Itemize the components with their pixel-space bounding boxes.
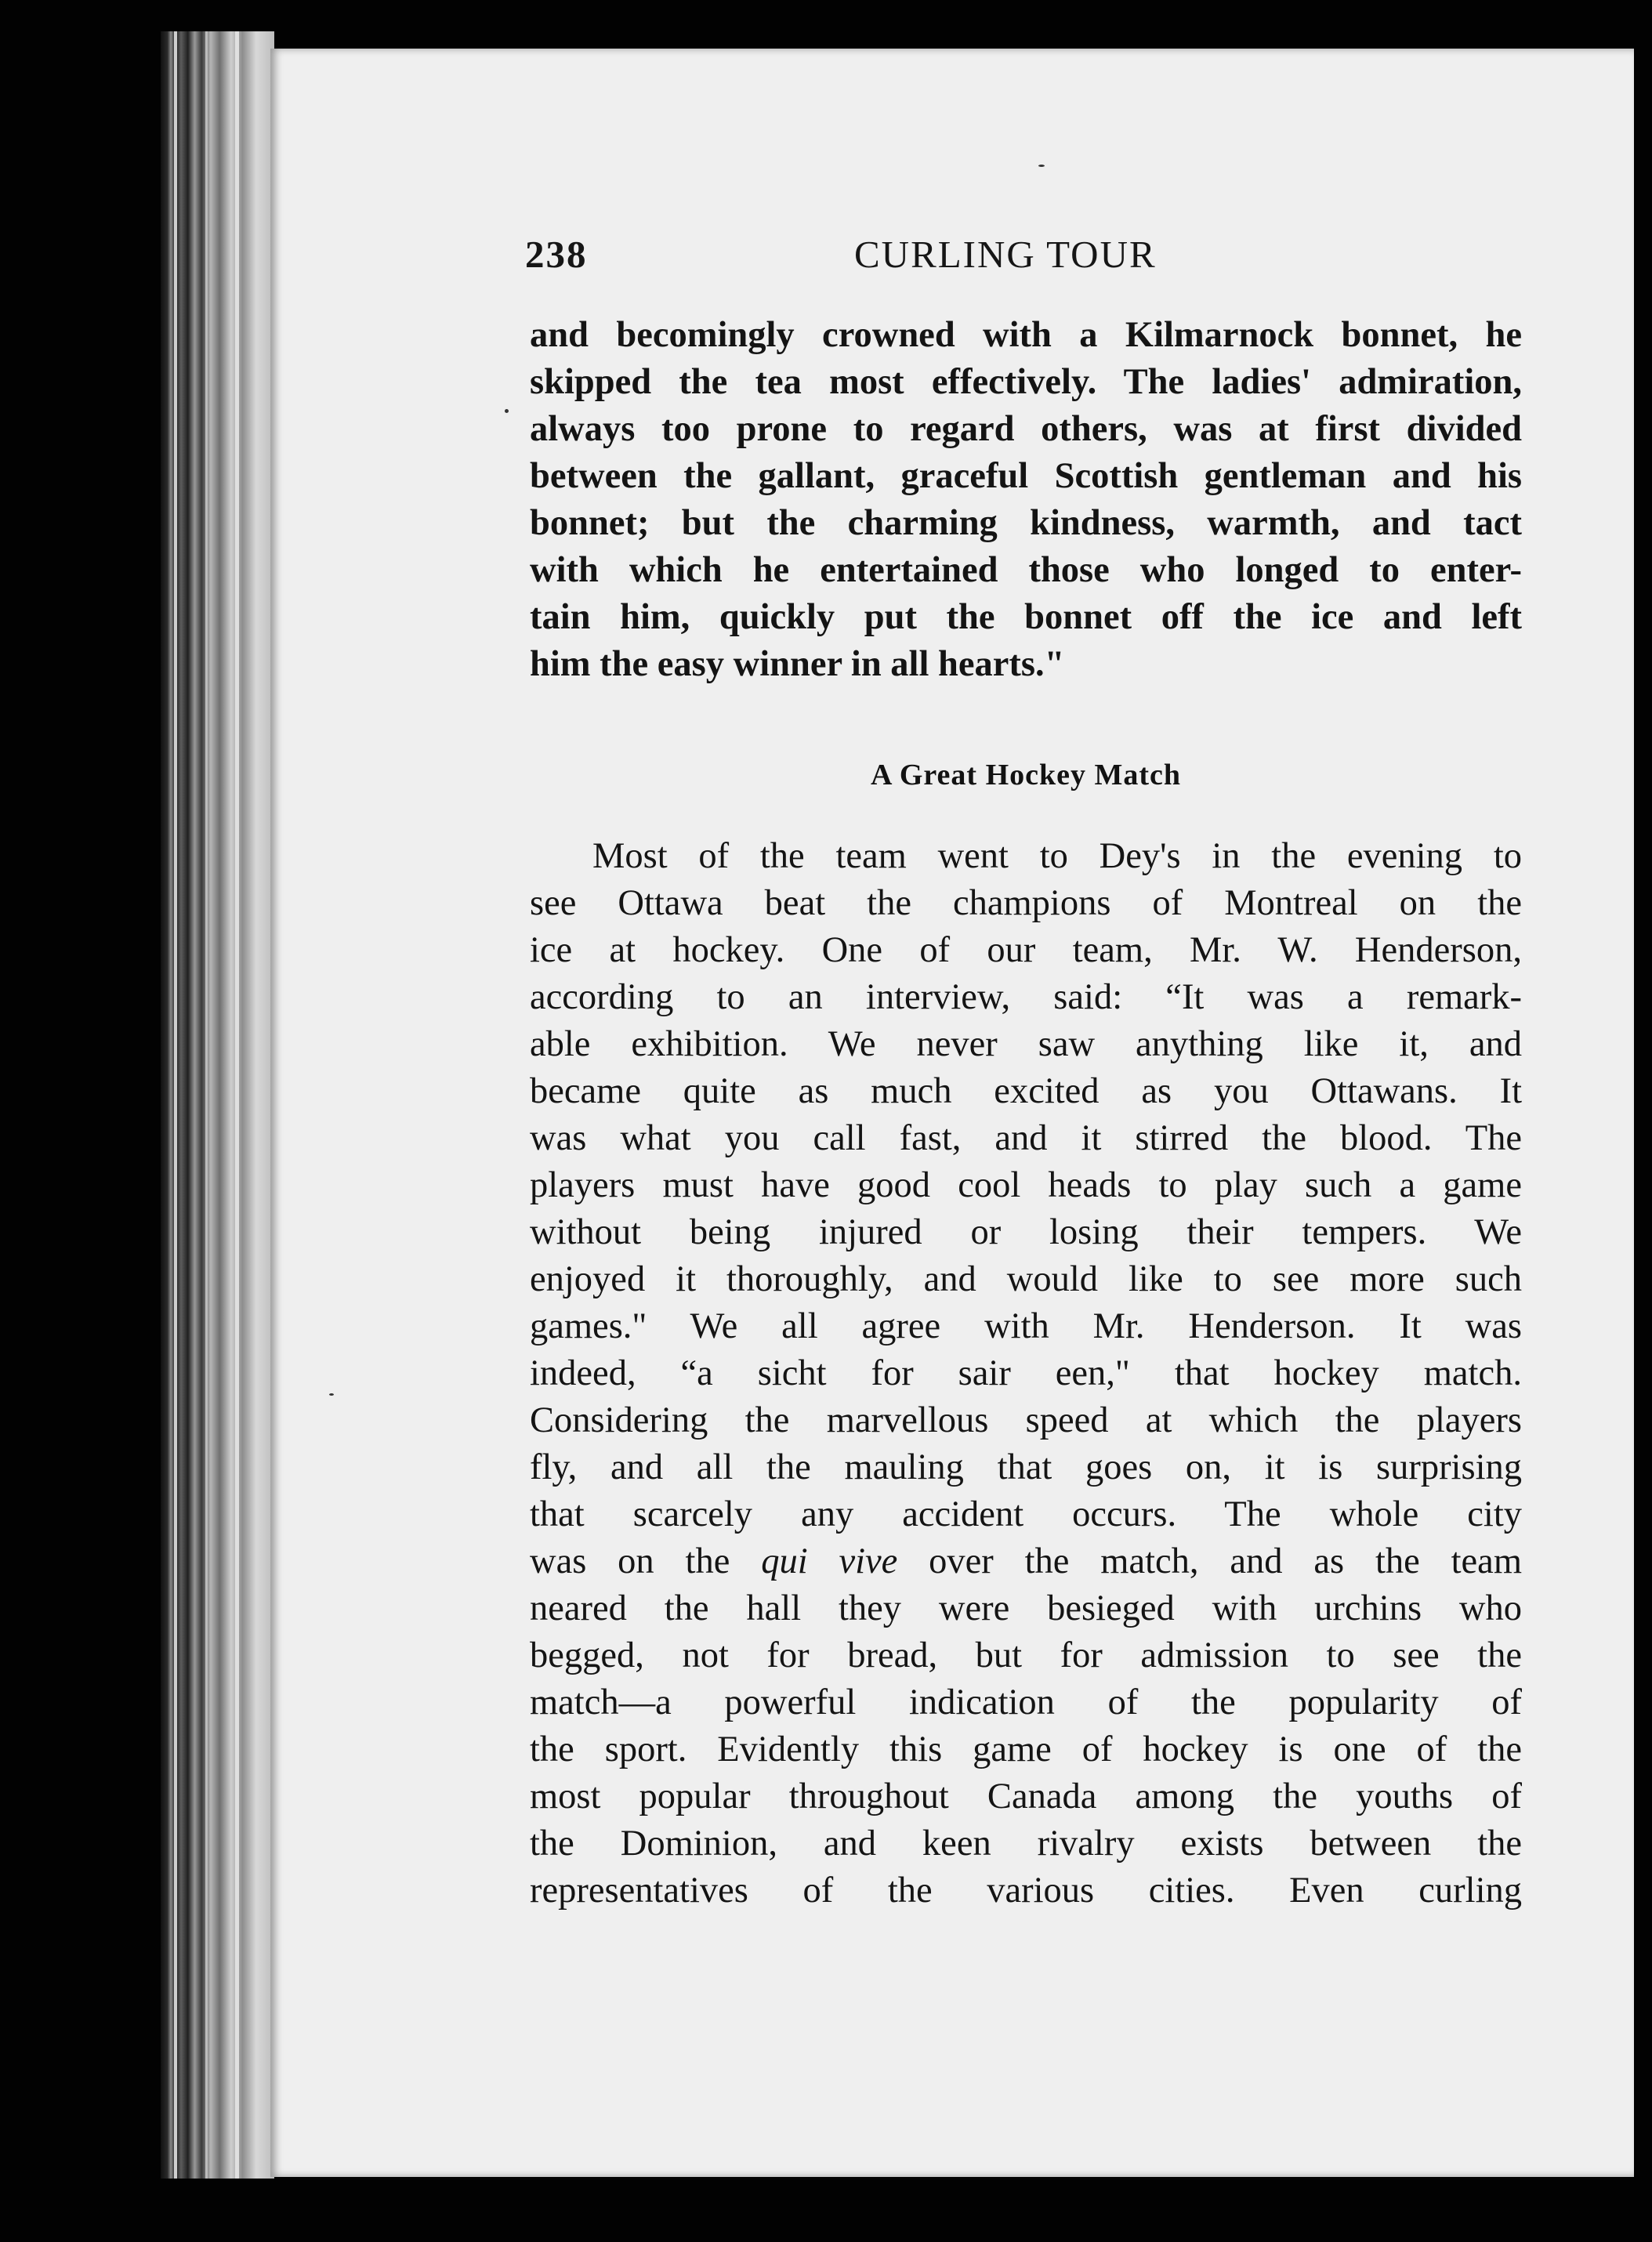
- text-line: Most of the team went to Dey's in the evening to: [592, 836, 1522, 876]
- running-head: CURLING TOUR: [854, 233, 1157, 276]
- italic-phrase: qui vive: [761, 1541, 898, 1581]
- text-line: most popular throughout Canada among the youths of: [530, 1777, 1522, 1816]
- text-line: match—a powerful indication of the popularity of: [530, 1682, 1522, 1722]
- text-line: according to an interview, said: “It was a remark-: [530, 977, 1522, 1017]
- text-line: with which he entertained those who longed to enter-: [530, 550, 1522, 590]
- text-line: was what you call fast, and it stirred the blood. The: [530, 1118, 1522, 1158]
- text-line: the sport. Evidently this game of hockey is one of the: [530, 1729, 1522, 1769]
- text-line: tain him, quickly put the bonnet off the ice and left: [530, 597, 1522, 637]
- text-line: him the easy winner in all hearts.": [530, 644, 1065, 684]
- text-line-with-italic: [530, 1538, 1522, 1585]
- text-line: and becomingly crowned with a Kilmarnock bonnet, he: [530, 315, 1522, 355]
- text-line: able exhibition. We never saw anything like it, and: [530, 1024, 1522, 1064]
- text-line: neared the hall they were besieged with urchins who: [530, 1588, 1522, 1628]
- scan-speck: [505, 409, 509, 413]
- section-heading: A Great Hockey Match: [870, 759, 1182, 791]
- text-line: the Dominion, and keen rivalry exists between the: [530, 1824, 1522, 1864]
- text-line: without being injured or losing their tempers. We: [530, 1212, 1522, 1252]
- text-line: between the gallant, graceful Scottish gentleman and his: [530, 456, 1522, 496]
- text-line: ice at hockey. One of our team, Mr. W. Henderson,: [530, 930, 1522, 970]
- page-number: 238: [525, 233, 588, 276]
- text-line: that scarcely any accident occurs. The whole city: [530, 1494, 1522, 1534]
- page-header: [525, 232, 1215, 287]
- edge-line: [205, 31, 208, 2179]
- text-line: always too prone to regard others, was at first divided: [530, 409, 1522, 449]
- text-line: became quite as much excited as you Ottawans. It: [530, 1071, 1522, 1111]
- text-segment: over the match, and as the team: [897, 1541, 1522, 1581]
- text-line: see Ottawa beat the champions of Montreal on the: [530, 883, 1522, 923]
- text-line: Considering the marvellous speed at which the players: [530, 1400, 1522, 1440]
- edge-line: [174, 31, 177, 2179]
- scan-speck: [329, 1393, 334, 1396]
- edge-line: [235, 31, 239, 2179]
- text-line: bonnet; but the charming kindness, warmth, and tact: [530, 503, 1522, 543]
- text-line: fly, and all the mauling that goes on, it is surprising: [530, 1447, 1522, 1487]
- paragraph-continued: [530, 312, 1522, 688]
- book-fore-edge: [161, 31, 274, 2179]
- text-line: players must have good cool heads to play such a game: [530, 1165, 1522, 1205]
- text-line: begged, not for bread, but for admission to see the: [530, 1635, 1522, 1675]
- text-line: representatives of the various cities. Even curling: [530, 1871, 1522, 1911]
- text-line: indeed, “a sicht for sair een," that hockey match.: [530, 1353, 1522, 1393]
- scan-speck: [1038, 165, 1045, 167]
- text-line: enjoyed it thoroughly, and would like to see more such: [530, 1259, 1522, 1299]
- paragraph-hockey-match: [530, 833, 1522, 1914]
- text-line: skipped the tea most effectively. The ladies' admiration,: [530, 362, 1522, 402]
- text-segment: was on the: [530, 1541, 762, 1581]
- text-line: games." We all agree with Mr. Henderson. It was: [530, 1306, 1522, 1346]
